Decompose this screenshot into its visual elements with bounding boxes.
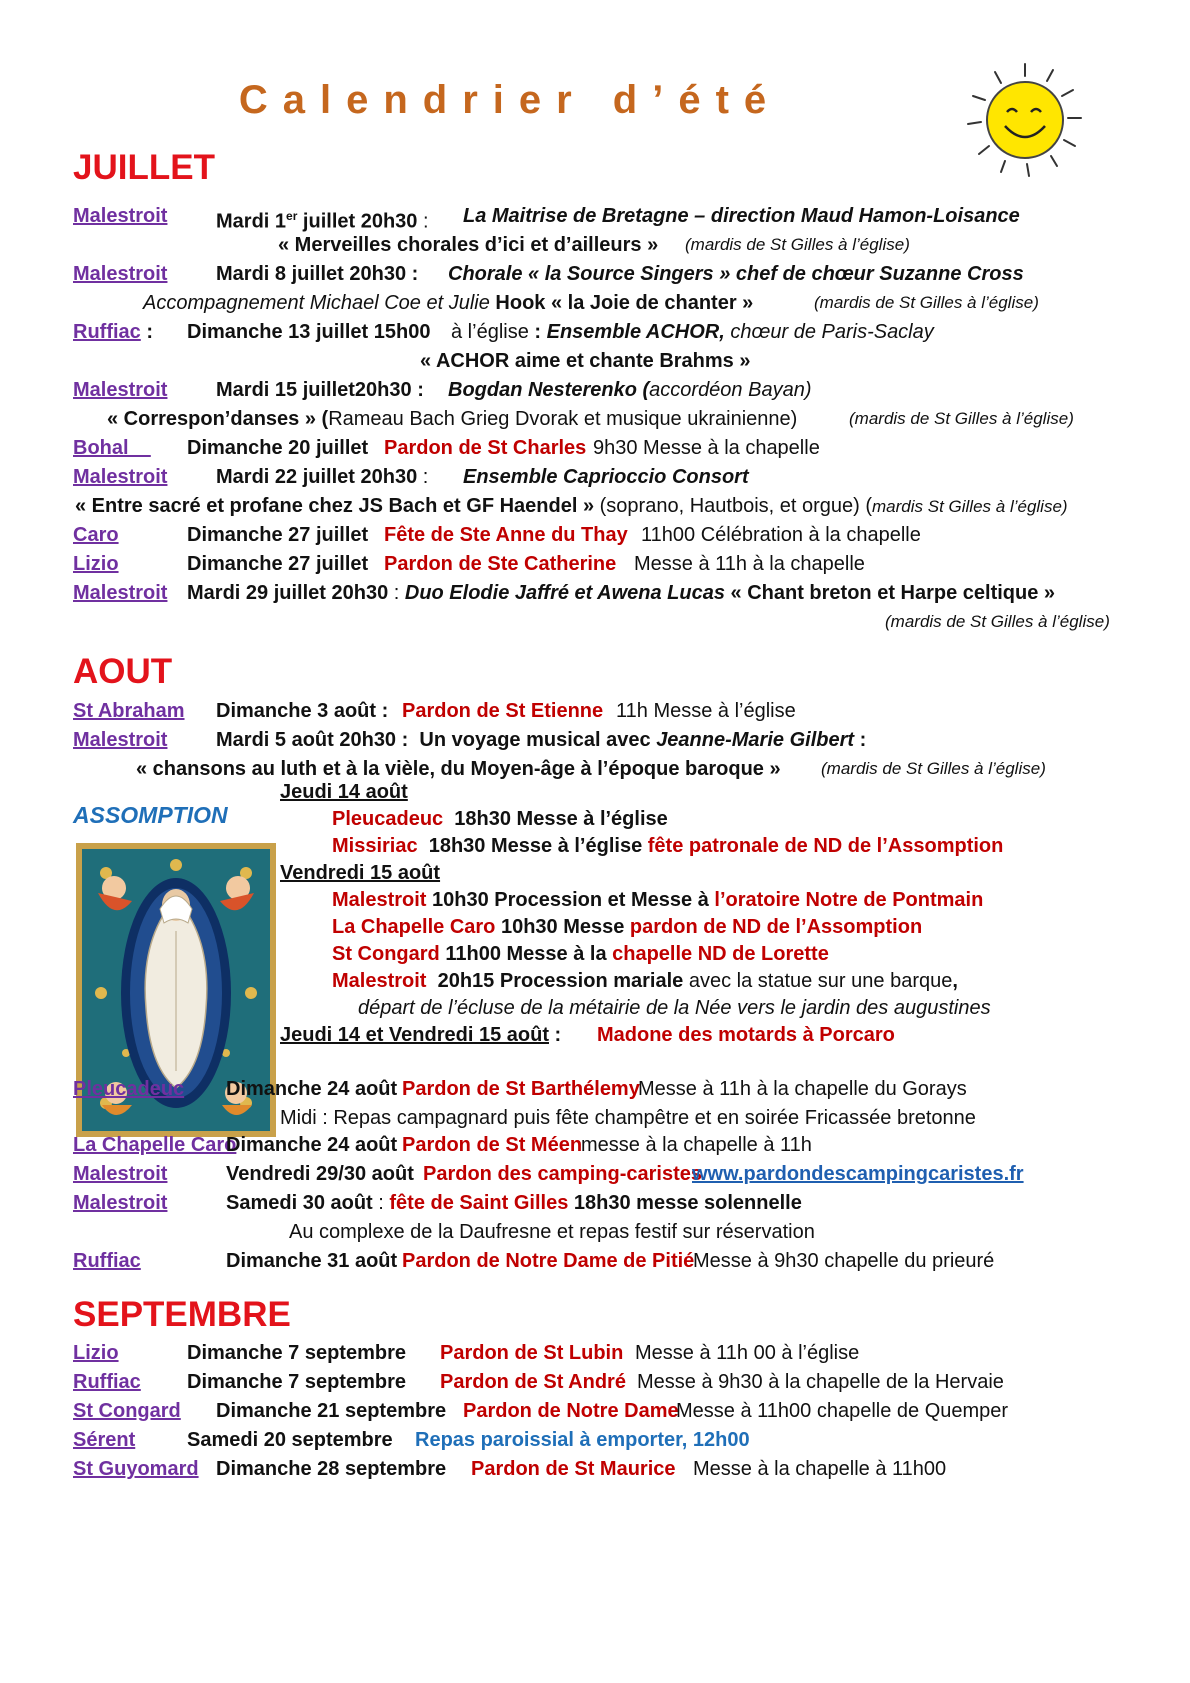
event-pardon: Pardon de St Maurice	[471, 1458, 676, 1480]
event-note: (mardis de St Gilles à l’église)	[885, 612, 1110, 631]
event-line	[73, 1131, 1150, 1159]
location-link[interactable]: St Abraham	[73, 700, 185, 722]
assomption-day	[280, 1021, 1150, 1049]
event-pardon: Pardon de St André	[440, 1371, 626, 1393]
event-date: Dimanche 28 septembre	[216, 1458, 447, 1480]
event-date: Dimanche 27 juillet	[187, 553, 369, 575]
event-line	[73, 1075, 1150, 1103]
event-detail: Messe à 11h 00 à l’église	[635, 1342, 860, 1364]
event-line	[73, 376, 1150, 404]
event-pardon: Pardon de St Barthélemy	[402, 1078, 640, 1100]
event-description: Samedi 30 août : fête de Saint Gilles 18h30 messe solennelle	[226, 1192, 802, 1214]
event-detail: Messe à 11h00 chapelle de Quemper	[676, 1400, 1009, 1422]
event-detail: St Congard 11h00 Messe à la chapelle ND de Lorette	[332, 943, 829, 965]
event-note: (mardis de St Gilles à l’église)	[685, 235, 910, 254]
event-detail: Pleucadeuc 18h30 Messe à l’église	[332, 808, 668, 830]
event-line	[73, 202, 1150, 233]
event-date: Samedi 20 septembre	[187, 1429, 393, 1451]
event-line	[73, 231, 1150, 259]
event-pardon: Pardon des camping-caristes	[423, 1163, 702, 1185]
event-date: Dimanche 7 septembre	[187, 1371, 406, 1393]
assomption-day	[280, 778, 1150, 806]
location-link[interactable]: Ruffiac	[73, 321, 141, 343]
event-detail: Malestroit 10h30 Procession et Messe à l’oratoire Notre de Pontmain	[332, 889, 984, 911]
event-description: Chorale « la Source Singers » chef de chœur Suzanne Cross	[448, 263, 1024, 285]
location-link[interactable]: Bohal	[73, 437, 151, 459]
event-detail: Midi : Repas campagnard puis fête champêtre et en soirée Fricassée bretonne	[280, 1107, 976, 1129]
event-note: (mardis de St Gilles à l’église)	[849, 409, 1074, 428]
event-pardon: Madone des motards à Porcaro	[597, 1024, 895, 1046]
event-date: Dimanche 7 septembre	[187, 1342, 406, 1364]
event-line	[73, 347, 1150, 375]
event-date: Dimanche 3 août :	[216, 700, 389, 722]
event-note: (mardis de St Gilles à l’église)	[821, 759, 1046, 778]
website-link[interactable]: www.pardondescampingcaristes.fr	[692, 1163, 1024, 1185]
event-description: à l’église : Ensemble ACHOR, chœur de Paris-Saclay	[451, 321, 934, 343]
event-line	[73, 1247, 1150, 1275]
sun-icon	[965, 62, 1085, 182]
event-line	[73, 521, 1150, 549]
event-title: « ACHOR aime et chante Brahms »	[420, 350, 751, 372]
event-pardon: Fête de Ste Anne du Thay	[384, 524, 628, 546]
event-line	[73, 1218, 1150, 1246]
event-line	[73, 492, 1150, 520]
event-detail: 9h30 Messe à la chapelle	[593, 437, 820, 459]
event-detail: messe à la chapelle à 11h	[581, 1134, 812, 1156]
location-group: Ruffiac :	[73, 321, 154, 343]
location-link[interactable]: St Congard	[73, 1400, 181, 1422]
location-link[interactable]: Malestroit	[73, 1192, 168, 1214]
event-detail: Messe à 9h30 chapelle du prieuré	[693, 1250, 995, 1272]
location-link[interactable]: Malestroit	[73, 379, 168, 401]
event-line	[73, 726, 1150, 754]
location-link[interactable]: St Guyomard	[73, 1458, 199, 1480]
assomption-event	[332, 913, 1150, 941]
event-detail: départ de l’écluse de la métairie de la Née vers le jardin des augustines	[358, 997, 991, 1019]
day-heading: Vendredi 15 août	[280, 862, 441, 884]
event-detail: 11h Messe à l’église	[616, 700, 796, 722]
event-line	[73, 608, 1150, 636]
event-detail: Messe à 11h à la chapelle du Gorays	[638, 1078, 967, 1100]
day-heading: Jeudi 14 août	[280, 781, 408, 803]
event-line	[73, 550, 1150, 578]
event-description: La Maitrise de Bretagne – direction Maud Hamon-Loisance	[463, 205, 1020, 227]
event-date: Dimanche 31 août	[226, 1250, 398, 1272]
location-link[interactable]: Pleucadeuc	[73, 1078, 185, 1100]
event-line	[73, 1368, 1150, 1396]
event-pardon: Pardon de St Etienne	[402, 700, 604, 722]
month-aout: AOUT	[73, 652, 173, 691]
event-title: « Entre sacré et profane chez JS Bach et GF Haendel » (soprano, Hautbois, et orgue) (mardis St Gilles à l’église)	[75, 495, 1068, 517]
location-link[interactable]: Malestroit	[73, 729, 168, 751]
event-title: « Merveilles chorales d’ici et d’ailleurs »	[278, 234, 659, 256]
event-pardon: Pardon de St Méen	[402, 1134, 583, 1156]
event-pardon: Pardon de Ste Catherine	[384, 553, 617, 575]
event-line	[73, 463, 1150, 491]
assomption-event	[332, 832, 1150, 860]
event-line	[73, 1397, 1150, 1425]
page-title: Calendrier d’été	[238, 78, 782, 122]
event-pardon: Pardon de Notre Dame	[463, 1400, 679, 1422]
month-septembre: SEPTEMBRE	[73, 1295, 291, 1334]
section-heading-assomption: ASSOMPTION	[73, 802, 228, 828]
event-pardon: Pardon de St Lubin	[440, 1342, 624, 1364]
assomption-event	[332, 886, 1150, 914]
event-line	[73, 1426, 1150, 1454]
event-date: Mardi 15 juillet20h30 :	[216, 379, 424, 401]
event-pardon: Pardon de Notre Dame de Pitié	[402, 1250, 695, 1272]
event-detail: Au complexe de la Daufresne et repas festif sur réservation	[289, 1221, 815, 1243]
event-line	[73, 1104, 1150, 1132]
event-detail: 11h00 Célébration à la chapelle	[641, 524, 921, 546]
event-note: (mardis de St Gilles à l’église)	[814, 293, 1039, 312]
event-detail: Messe à 11h à la chapelle	[634, 553, 865, 575]
location-link[interactable]: Malestroit	[73, 1163, 168, 1185]
event-line	[73, 405, 1150, 433]
event-date: Dimanche 21 septembre	[216, 1400, 447, 1422]
event-date: Dimanche 27 juillet	[187, 524, 369, 546]
event-pardon: Pardon de St Charles	[384, 437, 587, 459]
location-link[interactable]: Lizio	[73, 1342, 119, 1364]
event-description: Mardi 5 août 20h30 : Un voyage musical avec Jeanne-Marie Gilbert :	[216, 729, 867, 751]
event-description: Accompagnement Michael Coe et Julie Hook « la Joie de chanter »	[143, 292, 754, 314]
event-line	[73, 579, 1150, 607]
location-link[interactable]: Caro	[73, 524, 119, 546]
event-date: Mardi 8 juillet 20h30 :	[216, 263, 419, 285]
location-link[interactable]: Ruffiac	[73, 1250, 141, 1272]
event-line	[73, 289, 1150, 317]
event-description: Bogdan Nesterenko (accordéon Bayan)	[448, 379, 812, 401]
location-link[interactable]: Malestroit	[73, 205, 168, 227]
location-link[interactable]: Ruffiac	[73, 1371, 141, 1393]
event-line	[73, 260, 1150, 288]
event-detail: La Chapelle Caro 10h30 Messe pardon de ND de l’Assomption	[332, 916, 923, 938]
event-description: Mardi 29 juillet 20h30 : Duo Elodie Jaffré et Awena Lucas « Chant breton et Harpe celtique »	[187, 582, 1056, 604]
event-line	[73, 1339, 1150, 1367]
assomption-event	[332, 940, 1150, 968]
event-detail: Messe à la chapelle à 11h00	[693, 1458, 947, 1480]
event-date: Mardi 22 juillet 20h30 :	[216, 466, 429, 488]
event-date: Vendredi 29/30 août	[226, 1163, 414, 1185]
event-detail: Messe à 9h30 à la chapelle de la Hervaie	[637, 1371, 1004, 1393]
event-line	[73, 1455, 1150, 1483]
event-line	[73, 1189, 1150, 1217]
location-link[interactable]: Malestroit	[73, 466, 168, 488]
event-detail: Malestroit 20h15 Procession mariale avec la statue sur une barque,	[332, 970, 958, 992]
assomption-event	[332, 967, 1150, 995]
assomption-event	[332, 805, 1150, 833]
event-title: « Correspon’danses » (Rameau Bach Grieg Dvorak et musique ukrainienne)	[107, 408, 798, 430]
location-link[interactable]: Malestroit	[73, 263, 168, 285]
event-line	[73, 318, 1150, 346]
event-date: Dimanche 24 août	[226, 1078, 398, 1100]
day-heading: Jeudi 14 et Vendredi 15 août :	[280, 1024, 562, 1046]
event-date: Dimanche 20 juillet	[187, 437, 369, 459]
event-title: « chansons au luth et à la vièle, du Moyen-âge à l’époque baroque »	[136, 758, 781, 780]
event-date: Dimanche 13 juillet 15h00	[187, 321, 431, 343]
event-date: Mardi 1er juillet 20h30 :	[216, 209, 429, 233]
event-notice: Repas paroissial à emporter, 12h00	[415, 1429, 750, 1451]
event-line	[73, 1160, 1150, 1188]
location-link[interactable]: La Chapelle Caro	[73, 1134, 237, 1156]
assomption-day	[280, 859, 1150, 887]
location-link[interactable]: Lizio	[73, 553, 119, 575]
location-link[interactable]: Sérent	[73, 1429, 136, 1451]
event-line	[73, 697, 1150, 725]
event-detail: Missiriac 18h30 Messe à l’église fête patronale de ND de l’Assomption	[332, 835, 1004, 857]
assomption-event	[358, 994, 1150, 1022]
event-description: Ensemble Caprioccio Consort	[463, 466, 749, 488]
event-date: Dimanche 24 août	[226, 1134, 398, 1156]
event-line	[73, 434, 1150, 462]
month-juillet: JUILLET	[73, 148, 215, 187]
location-link[interactable]: Malestroit	[73, 582, 168, 604]
